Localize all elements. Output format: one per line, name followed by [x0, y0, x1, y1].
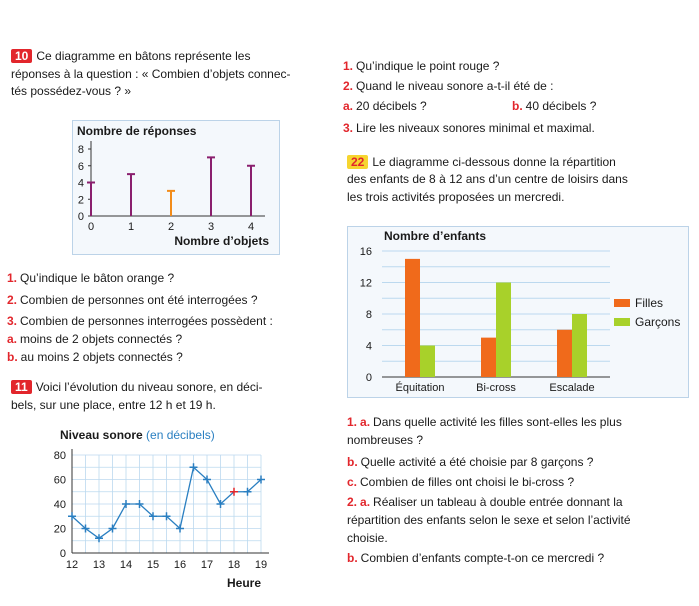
chart-enfants-x-tick-label: Escalade: [549, 382, 595, 394]
chart-sonore-x-tick-label: 19: [254, 559, 268, 571]
chart-objets: [73, 121, 279, 254]
ex22-q2a-line1: 2. a. Réaliser un tableau à double entrée donnant la: [347, 495, 623, 509]
chart-enfants-y-tick-label: 8: [365, 309, 372, 321]
chart-enfants-y-tick-label: 16: [359, 246, 372, 258]
chart-sonore-x-tick-label: 12: [65, 559, 79, 571]
ex10-intro-line3: tés possédez-vous ? »: [11, 84, 132, 98]
ex11-number: 11: [11, 380, 32, 394]
chart-objets-y-tick-label: 8: [77, 144, 84, 156]
chart-sonore-xlabel: Heure: [226, 576, 262, 590]
chart-enfants-bar-garcons: [420, 346, 435, 378]
ex11-intro-line1: 11 Voici l’évolution du niveau sonore, en déci-: [11, 380, 263, 395]
ex11-q1: 1. Qu’indique le point rouge ?: [343, 59, 500, 73]
chart-enfants-bar-filles: [405, 259, 420, 377]
chart-objets-y-tick-label: 6: [77, 160, 84, 173]
chart-sonore-y-tick-label: 60: [53, 474, 66, 487]
chart-sonore-x-tick-label: 15: [146, 559, 160, 571]
chart-objets-x-tick-label: 3: [207, 221, 215, 233]
ex10-qb: b. au moins 2 objets connectés ?: [7, 350, 183, 364]
ex22-q1a-line1: 1. a. Dans quelle activité les filles sont-elles les plus: [347, 415, 622, 429]
ex10-q3: 3. Combien de personnes interrogées possèdent :: [7, 314, 273, 328]
chart-sonore-x-tick-label: 18: [227, 559, 241, 571]
chart-sonore-x-tick-label: 14: [119, 559, 133, 571]
chart-sonore-y-tick-label: 80: [53, 450, 66, 462]
chart-sonore-x-tick-label: 16: [173, 559, 187, 571]
ex10-intro-line2: réponses à la question : « Combien d’objets connec-: [11, 67, 291, 81]
chart-sonore-panel: [44, 425, 274, 590]
chart-enfants-bar-garcons: [572, 314, 587, 377]
chart-enfants-legend-label: Garçons: [635, 315, 681, 329]
chart-enfants-title: Nombre d’enfants: [384, 229, 487, 243]
ex10-number: 10: [11, 49, 32, 63]
chart-enfants-y-tick-label: 4: [365, 340, 372, 353]
ex22-q2a-line3: choisie.: [347, 531, 388, 545]
ex10-q1: 1. Qu’indique le bâton orange ?: [7, 271, 175, 285]
chart-enfants-x-tick-label: Bi-cross: [476, 382, 516, 394]
chart-enfants: [348, 227, 688, 397]
chart-objets-y-tick-label: 4: [77, 177, 84, 190]
chart-enfants-panel: [347, 226, 689, 398]
ex22-q2a-line2: répartition des enfants selon le sexe et selon l’activité: [347, 513, 631, 527]
chart-sonore-y-tick-label: 0: [59, 548, 66, 560]
chart-enfants-y-tick-label: 12: [359, 277, 372, 290]
ex10-qa: a. moins de 2 objets connectés ?: [7, 332, 183, 346]
chart-enfants-legend-label: Filles: [635, 296, 664, 310]
chart-sonore-y-tick-label: 40: [53, 499, 66, 511]
chart-sonore-x-tick-label: 17: [200, 559, 214, 571]
ex22-q1b: b. Quelle activité a été choisie par 8 garçons ?: [347, 455, 594, 469]
chart-objets-x-tick-label: 2: [167, 221, 175, 233]
ex10-intro-line1: 10 Ce diagramme en bâtons représente les: [11, 49, 250, 64]
ex11-intro-line2: bels, sur une place, entre 12 h et 19 h.: [11, 398, 216, 412]
chart-objets-panel: [72, 120, 280, 255]
ex22-number: 22: [347, 155, 368, 169]
chart-objets-x-tick-label: 0: [87, 221, 95, 233]
chart-objets-xlabel: Nombre d’objets: [174, 234, 269, 248]
chart-sonore-title-main: Niveau sonore: [60, 428, 147, 442]
chart-enfants-bar-filles: [481, 338, 496, 377]
chart-enfants-legend-swatch: [614, 318, 630, 326]
ex11-q2: 2. Quand le niveau sonore a-t-il été de :: [343, 79, 554, 93]
chart-sonore-x-tick-label: 13: [92, 559, 106, 571]
chart-sonore-title-unit: (en décibels): [146, 428, 215, 442]
chart-enfants-y-tick-label: 0: [365, 372, 372, 384]
chart-objets-y-tick-label: 2: [77, 194, 84, 207]
ex22-q1c: c. Combien de filles ont choisi le bi-cross ?: [347, 475, 575, 489]
ex10-q2: 2. Combien de personnes ont été interrogées ?: [7, 293, 258, 307]
ex22-q1a-line2: nombreuses ?: [347, 433, 424, 447]
chart-sonore-title: [60, 428, 215, 442]
ex11-qb: b. 40 décibels ?: [512, 99, 597, 113]
chart-sonore-y-tick-label: 20: [53, 523, 66, 536]
chart-sonore-point: [122, 500, 130, 508]
ex11-q3: 3. Lire les niveaux sonores minimal et maximal.: [343, 121, 595, 135]
chart-sonore: [44, 425, 274, 590]
chart-objets-x-tick-label: 4: [247, 221, 255, 233]
ex22-q2b: b. Combien d’enfants compte-t-on ce mercredi ?: [347, 551, 605, 565]
ex11-qa: a. 20 décibels ?: [343, 99, 427, 113]
chart-enfants-legend-swatch: [614, 299, 630, 307]
chart-enfants-bar-garcons: [496, 283, 511, 378]
ex22-intro-line2: des enfants de 8 à 12 ans d’un centre de loisirs dans: [347, 172, 628, 186]
chart-enfants-x-tick-label: Équitation: [395, 382, 445, 394]
chart-objets-title: Nombre de réponses: [77, 124, 197, 138]
chart-enfants-bar-filles: [557, 330, 572, 377]
chart-objets-x-tick-label: 1: [127, 221, 135, 233]
ex22-intro-line3: les trois activités proposées un mercredi.: [347, 190, 565, 204]
ex22-intro-line1: 22 Le diagramme ci-dessous donne la répartition: [347, 155, 616, 170]
chart-objets-y-tick-label: 0: [77, 211, 84, 223]
